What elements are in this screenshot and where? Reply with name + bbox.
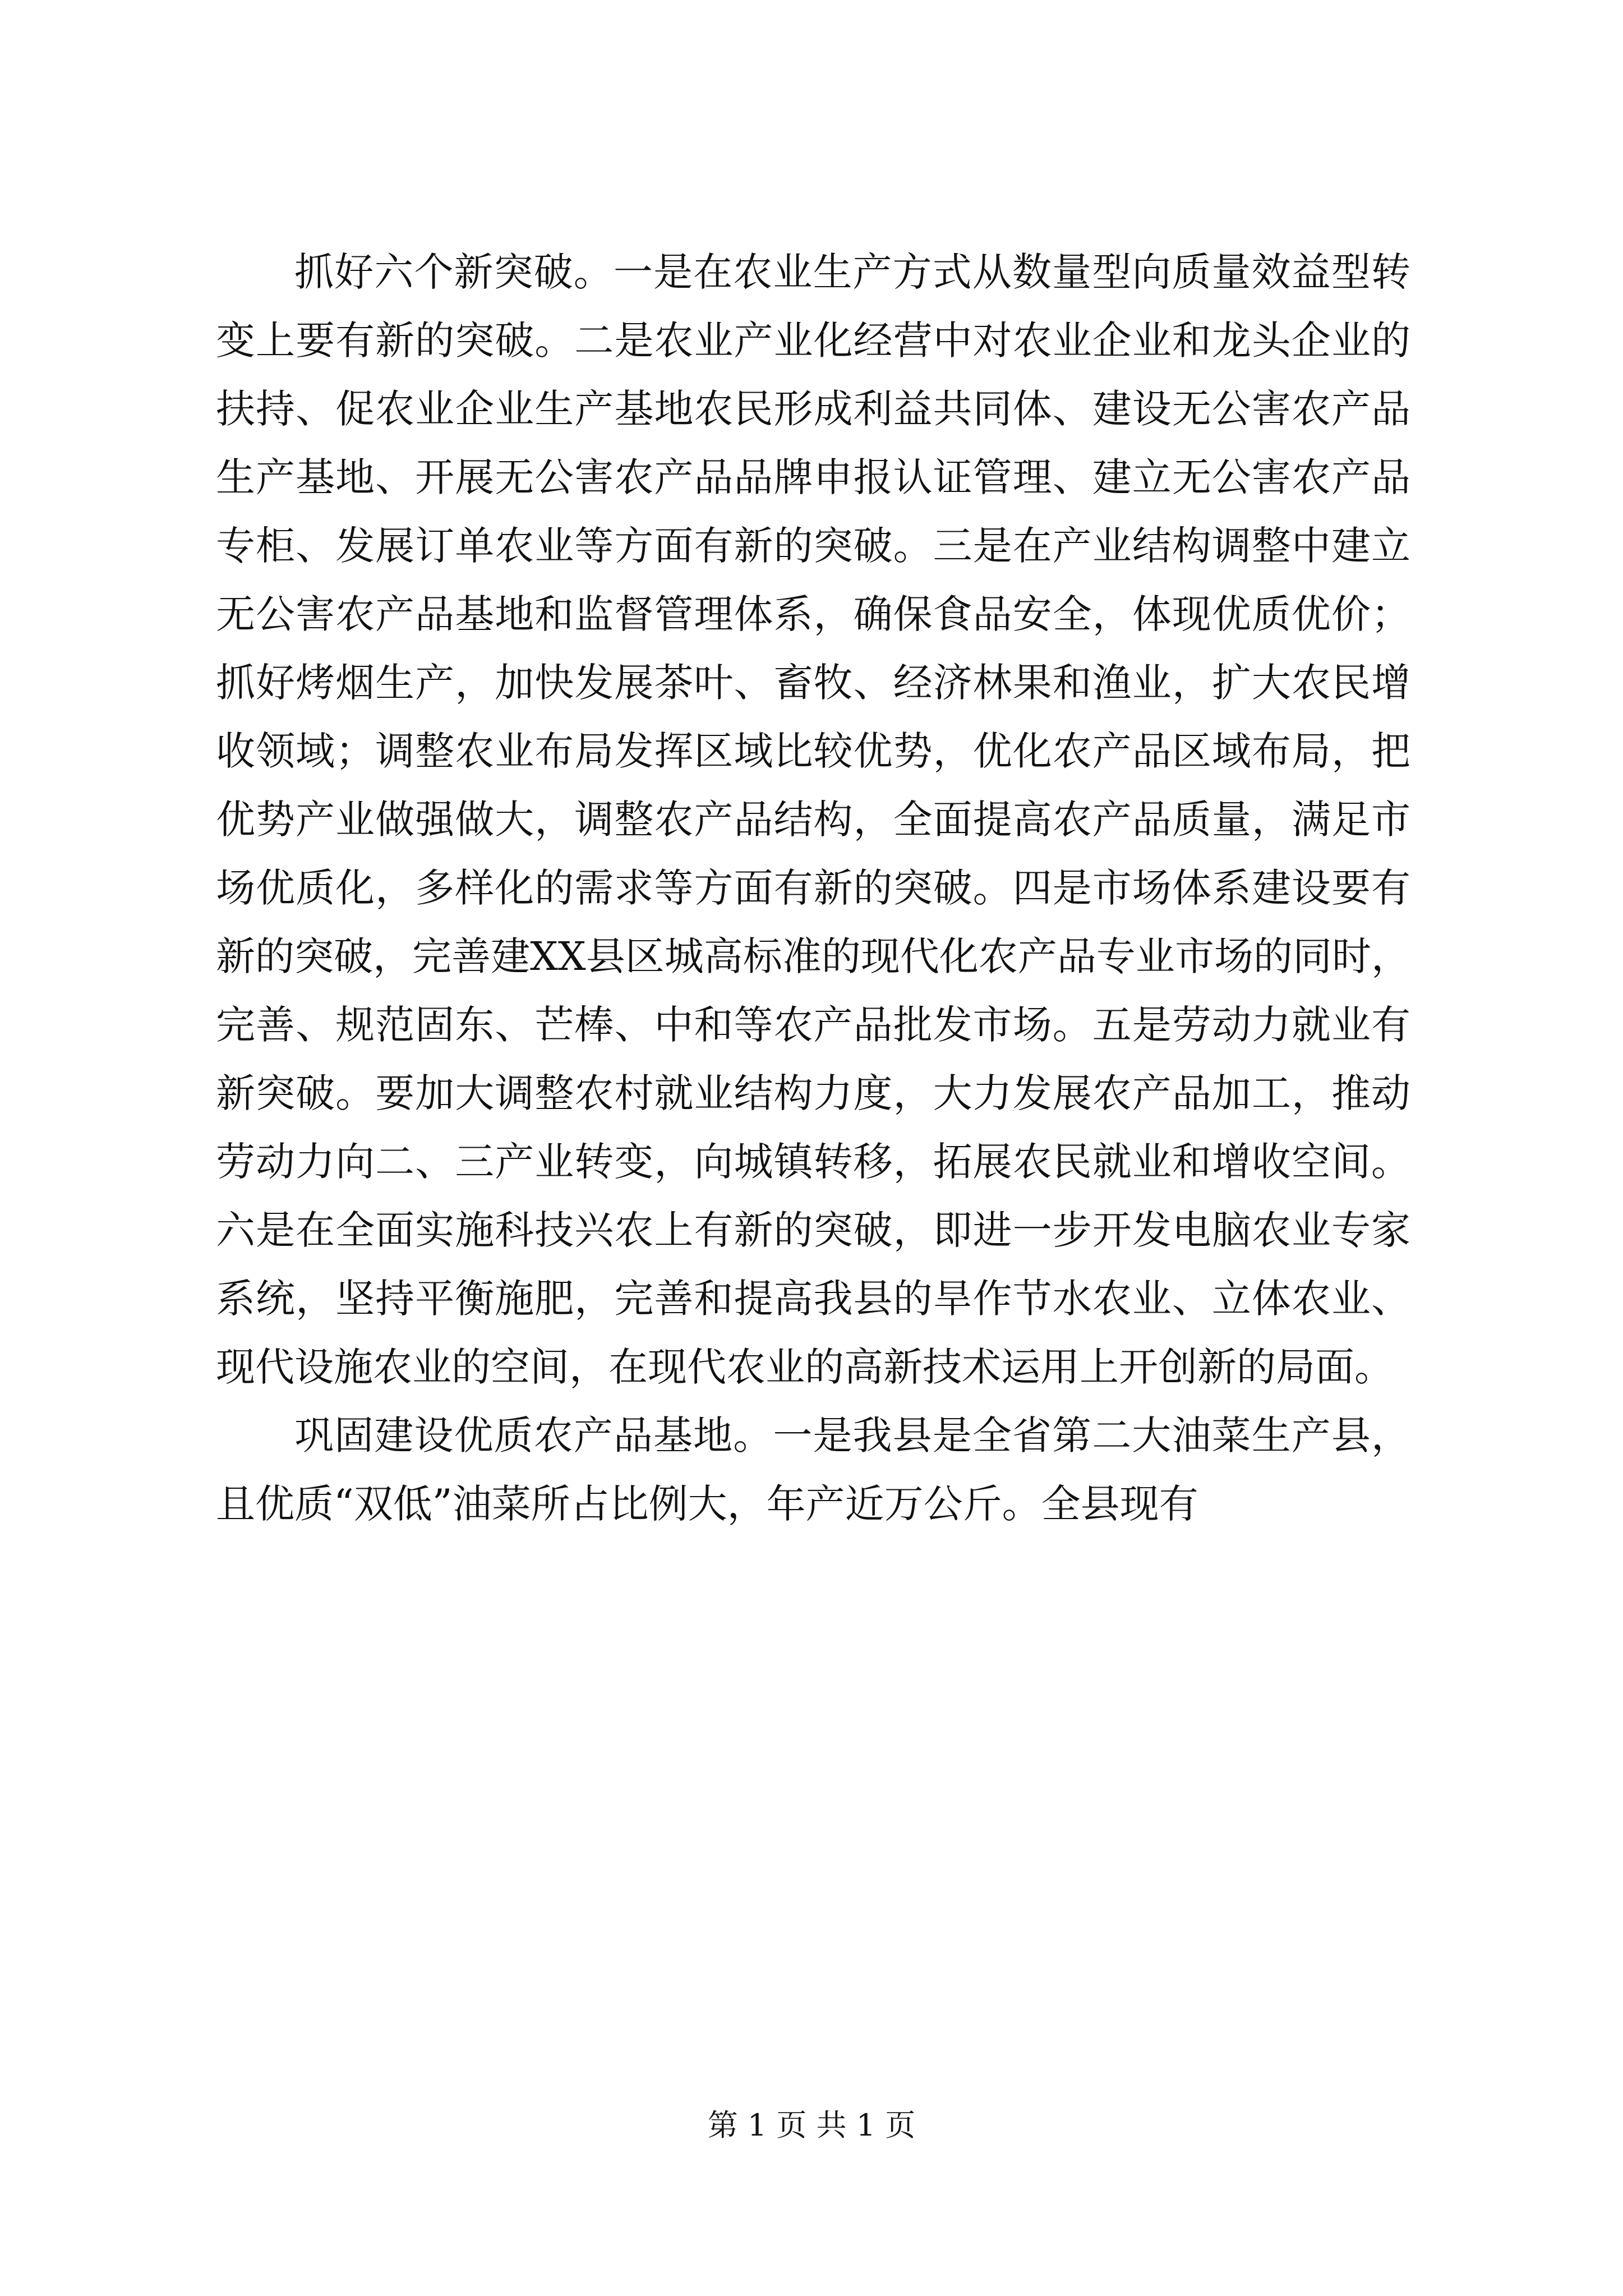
paragraph-quality-base: 巩固建设优质农产品基地。一是我县是全省第二大油菜生产县，且优质“双低”油菜所占比例大，年产近万公斤。全县现有: [216, 1412, 1410, 1527]
page-footer: 第 1 页 共 1 页: [707, 2108, 916, 2143]
document-body: [216, 238, 1410, 1538]
paragraph-six-breakthroughs: 抓好六个新突破。一是在农业生产方式从数量型向质量效益型转变上要有新的突破。二是农业产业化经营中对农业企业和龙头企业的扶持、促农业企业生产基地农民形成利益共同体、建设无公害农产品生产基地、开展无公害农产品品牌申报认证管理、建立无公害农产品专柜、发展订单农业等方面有新的突破。三是在产业结构调整中建立无公害农产品基地和监督管理体系，确保食品安全，体现优质优价；抓好烤烟生产，加快发展茶叶、畜牧、经济林果和渔业，扩大农民增收领域；调整农业布局发挥区域比较优势，优化农产品区域布局，把优势产业做强做大，调整农产品结构，全面提高农产品质量，满足市场优质化，多样化的需求等方面有新的突破。四是市场体系建设要有新的突破，完善建XX县区城高标准的现代化农产品专业市场的同时，完善、规范固东、芒棒、中和等农产品批发市场。五是劳动力就业有新突破。要加大调整农村就业结构力度，大力发展农产品加工，推动劳动力向二、三产业转变，向城镇转移，拓展农民就业和增收空间。六是在全面实施科技兴农上有新的突破，即进一步开发电脑农业专家系统，坚持平衡施肥，完善和提高我县的旱作节水农业、立体农业、现代设施农业的空间，在现代农业的高新技术运用上开创新的局面。: [216, 249, 1410, 1390]
